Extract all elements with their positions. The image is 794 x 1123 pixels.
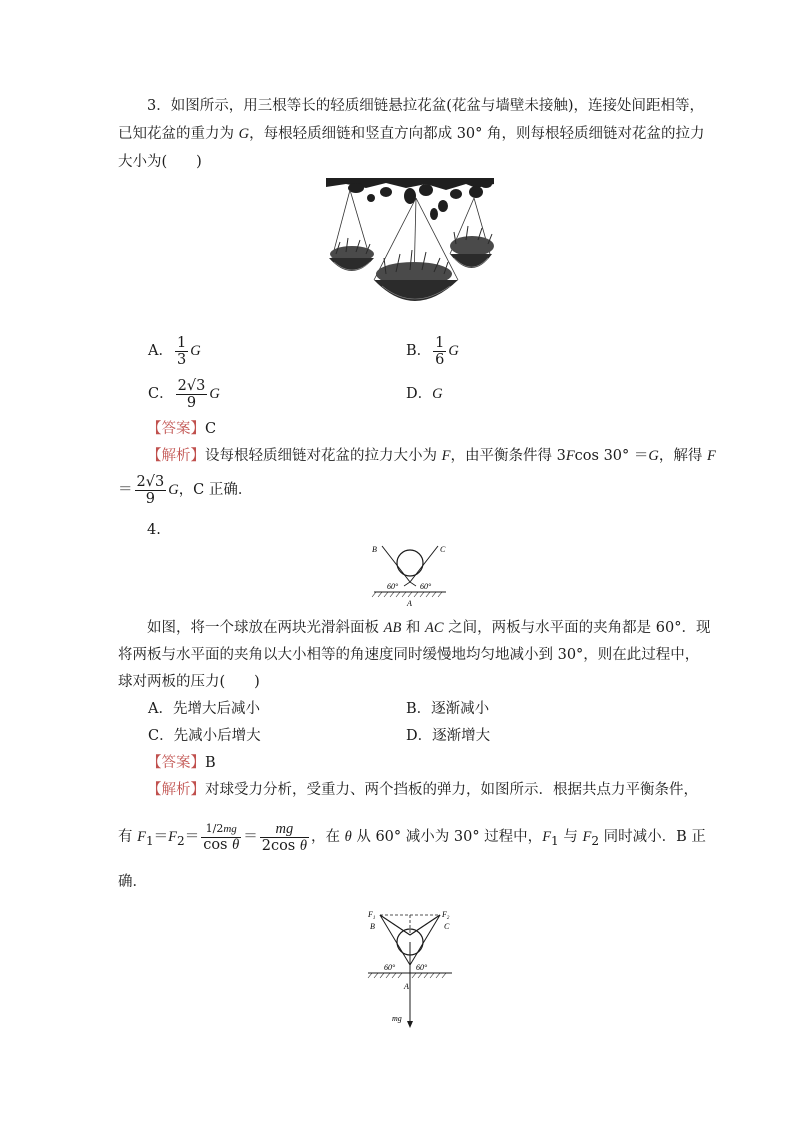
label-c: C <box>440 545 446 554</box>
q4-line2: 将两板与水平面的夹角以大小相等的角速度同时缓慢地均匀地减小到 30°，则在此过程中， <box>118 647 700 663</box>
label-left-angle: 60° <box>384 963 396 972</box>
q4-option-a: A．先增大后减小 <box>148 701 260 717</box>
label-b: B <box>370 922 375 931</box>
label-a: A <box>404 982 409 991</box>
q4-analysis-line1: 【解析】对球受力分析，受重力、两个挡板的弹力，如图所示．根据共点力平衡条件， <box>147 782 698 798</box>
ball-between-boards-diagram <box>370 542 450 608</box>
q4-line3: 球对两板的压力( ) <box>118 674 260 690</box>
q3-line3: 大小为( ) <box>118 154 202 170</box>
label-right-angle: 60° <box>420 582 432 591</box>
label-right-angle: 60° <box>416 963 428 972</box>
label-f1: $F_1$ <box>368 910 376 921</box>
label-f2: $F_2$ <box>442 910 450 921</box>
q3-analysis-line2: ＝ $\frac{2√3}{9}$ G，C 正确． <box>118 473 253 507</box>
q3-line2: 已知花盆的重力为 G，每根轻质细链和竖直方向都成 30° 角，则每根轻质细链对花盆的拉力 <box>118 126 705 142</box>
q4-answer: 【答案】B <box>147 755 216 771</box>
q3-option-c: C． $\frac{2√3}{9}$ G <box>148 377 220 411</box>
hanging-baskets-photo <box>326 178 494 314</box>
q4-option-b: B．逐渐减小 <box>406 701 490 717</box>
label-mg: mg <box>392 1014 402 1023</box>
q4-option-d: D．逐渐增大 <box>406 728 491 744</box>
q4-analysis-line2: 有 $F_1=F_2=$ $\frac{1/2mg}{\text{cos θ}}$ ＝ $\frac{mg}{\text{2cos θ}}$ ，在 θ 从 60° 减小为 30° 过程中，$F_1$ 与 $F_2$ 同时减小．B 正 <box>118 820 706 854</box>
q3-option-b: B． $\frac{1}{6}$ G <box>406 334 459 368</box>
label-b: B <box>372 545 377 554</box>
q4-number: 4. <box>147 522 161 538</box>
label-left-angle: 60° <box>387 582 399 591</box>
q4-line1: 如图，将一个球放在两块光滑斜面板 AB 和 AC 之间，两板与水平面的夹角都是 60°．现 <box>147 620 711 636</box>
q3-option-a: A． $\frac{1}{3}$ G <box>148 334 201 368</box>
force-analysis-diagram <box>360 905 460 1030</box>
label-a: A <box>407 599 412 608</box>
label-c: C <box>444 922 450 931</box>
q3-option-d: D．G <box>406 386 443 402</box>
q4-analysis-line3: 确． <box>118 874 147 890</box>
q3-answer: 【答案】C <box>147 421 217 437</box>
q4-option-c: C．先减小后增大 <box>148 728 261 744</box>
q3-line1: 3．如图所示，用三根等长的轻质细链悬拉花盆(花盆与墙壁未接触)，连接处间距相等， <box>147 98 705 114</box>
q3-analysis-line1: 【解析】设每根轻质细链对花盆的拉力大小为 F，由平衡条件得 3Fcos 30° ＝G，解得 F <box>147 448 716 464</box>
